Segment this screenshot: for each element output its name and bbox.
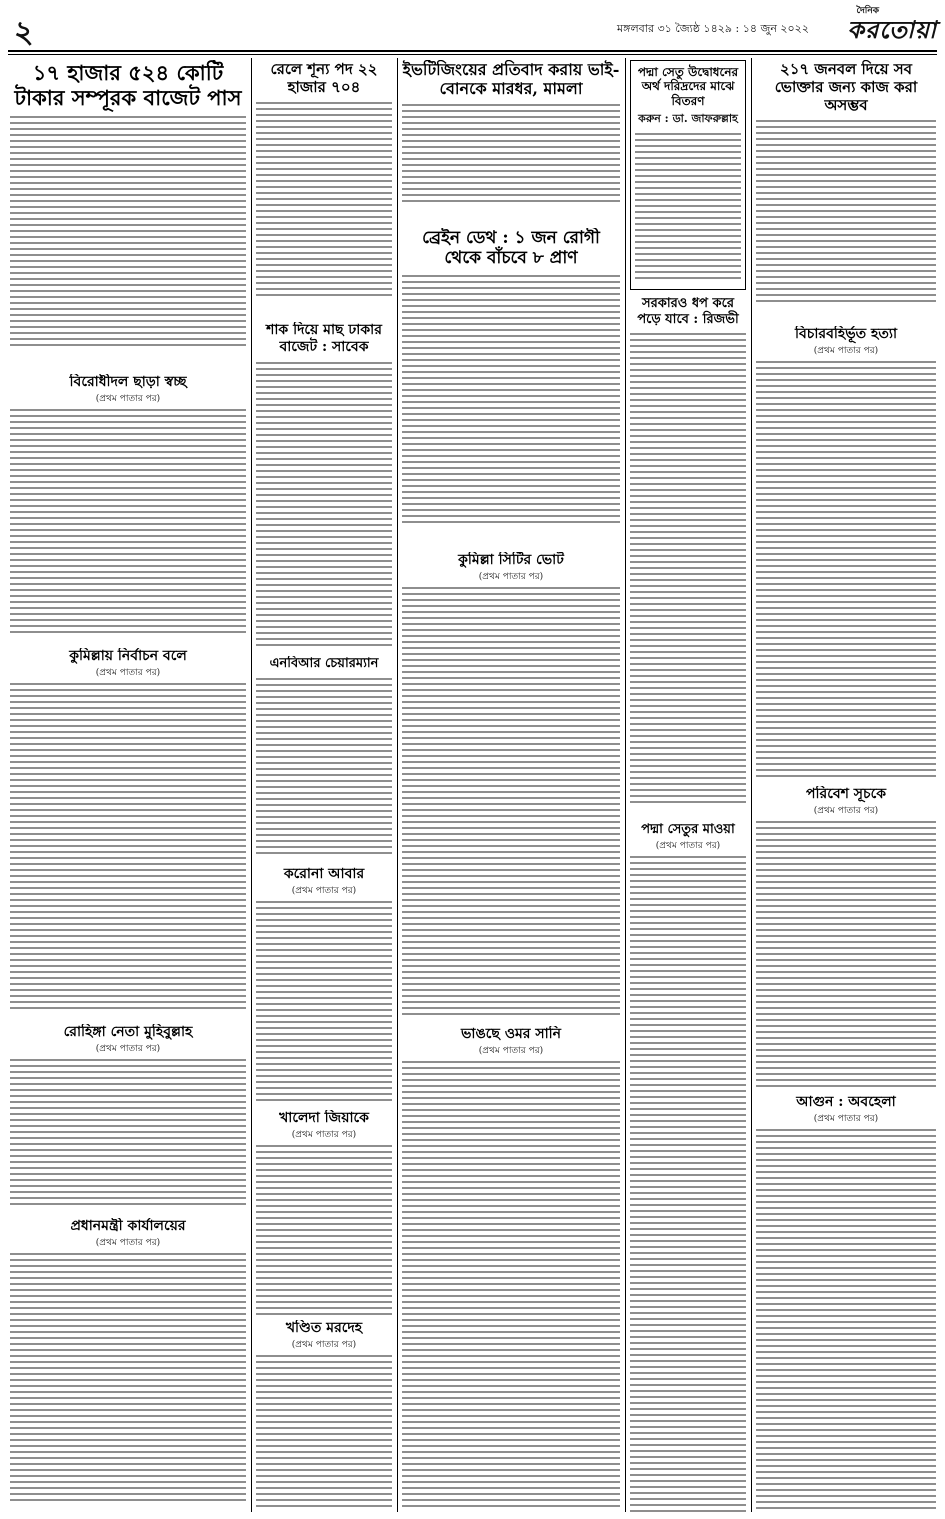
article-opposition — [10, 374, 246, 642]
article-body — [256, 1355, 392, 1511]
article-pm-office — [10, 1218, 246, 1512]
article-body — [402, 1061, 620, 1511]
article-airline — [256, 656, 392, 862]
page-number: ২ — [14, 15, 34, 50]
article-headline: খণ্ডিত মরদেহ — [285, 1320, 363, 1336]
column-divider — [397, 58, 398, 1512]
column-divider — [251, 58, 252, 1512]
article-headline: খালেদা জিয়াকে — [279, 1110, 369, 1126]
article-body — [756, 1129, 936, 1511]
article-voters-content — [756, 60, 936, 322]
article-headline: ইভটিজিংয়ের প্রতিবাদ করায় ভাই-বোনকে মারধর, মামলা — [402, 60, 620, 99]
article-body — [10, 116, 246, 348]
article-body — [756, 120, 936, 306]
masthead — [8, 4, 937, 48]
continued-label: (প্রথম পাতার পর) — [95, 393, 161, 404]
masthead-rule-thin — [8, 54, 937, 55]
continued-label: (প্রথম পাতার পর) — [95, 1237, 161, 1248]
continued-label: (প্রথম পাতার পর) — [478, 1045, 544, 1056]
article-khondito — [256, 1320, 392, 1512]
article-body — [10, 409, 246, 637]
article-rohingya — [10, 1024, 246, 1212]
continued-label: (প্রথম পাতার পর) — [813, 345, 879, 356]
article-headline: আগুন : অবহেলা — [796, 1094, 896, 1110]
article-eve-teasing — [402, 60, 620, 224]
newspaper-logo — [817, 6, 937, 46]
article-headline: এনবিআর চেয়ারম্যান — [269, 656, 379, 671]
continued-label: (প্রথম পাতার পর) — [95, 667, 161, 678]
continued-label: (প্রথম পাতার পর) — [655, 840, 721, 851]
article-body — [10, 1059, 246, 1209]
article-body — [756, 361, 936, 779]
column-divider — [625, 58, 626, 1512]
article-comilla-city — [402, 552, 620, 1022]
article-body — [256, 901, 392, 1105]
article-omar-sunny — [402, 1026, 620, 1512]
article-headline: শাক দিয়ে মাছ ঢাকার বাজেট : সাবেক — [266, 322, 382, 355]
article-budget — [10, 60, 246, 370]
article-fire — [756, 1094, 936, 1512]
article-headline: কুমিল্লা সিটির ভোট — [458, 552, 564, 568]
article-headline: কুমিল্লায় নির্বাচন বলে — [69, 648, 187, 664]
article-body — [630, 333, 746, 803]
article-headline: বিরোধীদল ছাড়া স্বচ্ছ — [69, 374, 187, 390]
continued-label: (প্রথম পাতার পর) — [478, 571, 544, 582]
continued-label: (প্রথম পাতার পর) — [291, 1129, 357, 1140]
article-comilla-election — [10, 648, 246, 1018]
article-headline: রোহিঙ্গা নেতা মুহিবুল্লাহ — [63, 1024, 193, 1040]
article-railway — [256, 60, 392, 318]
article-khaleda — [256, 1110, 392, 1316]
date-line: মঙ্গলবার ৩১ জ্যৈষ্ঠ ১৪২৯ : ১৪ জুন ২০২২ — [617, 22, 809, 35]
article-headline: সরকারও ধপ করে পড়ে যাবে : রিজভী — [637, 296, 739, 327]
article-headline: বিচারবহির্ভূত হত্যা — [794, 326, 898, 342]
article-headline: প্রধানমন্ত্রী কার্যালয়ের — [70, 1218, 186, 1234]
article-body — [402, 275, 620, 523]
article-corona — [256, 866, 392, 1106]
article-headline: পরিবেশ সূচকে — [805, 786, 886, 802]
article-fish — [256, 322, 392, 652]
article-headline: ২১৭ জনবল দিয়ে সব ভোক্তার জন্য কাজ করা অসম্ভব — [774, 60, 918, 114]
article-body — [256, 1145, 392, 1315]
article-body — [756, 821, 936, 1089]
continued-label: (প্রথম পাতার পর) — [291, 1339, 357, 1350]
article-body — [402, 587, 620, 1019]
article-headline: ব্রেইন ডেথ : ১ জন রোগী থেকে বাঁচবে ৮ প্রাণ — [422, 228, 600, 269]
article-headline: ভাঙছে ওমর সানি — [460, 1026, 562, 1042]
logo-small-text: দৈনিক — [856, 6, 879, 16]
continued-label: (প্রথম পাতার পর) — [291, 885, 357, 896]
continued-label: (প্রথম পাতার পর) — [813, 805, 879, 816]
masthead-rule — [8, 50, 937, 52]
article-headline: পদ্মা সেতুর মাওয়া — [641, 822, 735, 837]
article-environment — [756, 786, 936, 1090]
article-headline: রেলে শূন্য পদ ২২ হাজার ৭০৪ — [270, 60, 378, 96]
article-body — [10, 1253, 246, 1505]
article-murder — [756, 326, 936, 782]
article-government — [630, 296, 746, 818]
article-padma-setu — [630, 822, 746, 1512]
article-headline: পদ্মা সেতু উদ্বোধনের অর্থ দরিদ্রদের মাঝে বিতরণ — [637, 65, 739, 108]
article-body — [630, 856, 746, 1512]
article-body — [402, 104, 620, 204]
article-brain-death — [402, 228, 620, 548]
article-body — [256, 678, 392, 856]
article-headline: ১৭ হাজার ৫২৪ কোটি টাকার সম্পূরক বাজেট পাস — [14, 60, 242, 111]
article-byline: করুন : ডা. জাফরুল্লাহ — [638, 112, 738, 126]
continued-label: (প্রথম পাতার পর) — [95, 1043, 161, 1054]
article-body — [256, 362, 392, 646]
article-headline: করোনা আবার — [283, 866, 365, 882]
logo-name: করতোয়া — [847, 15, 937, 44]
continued-label: (প্রথম পাতার পর) — [813, 1113, 879, 1124]
article-body — [10, 683, 246, 1013]
article-body — [256, 102, 392, 298]
